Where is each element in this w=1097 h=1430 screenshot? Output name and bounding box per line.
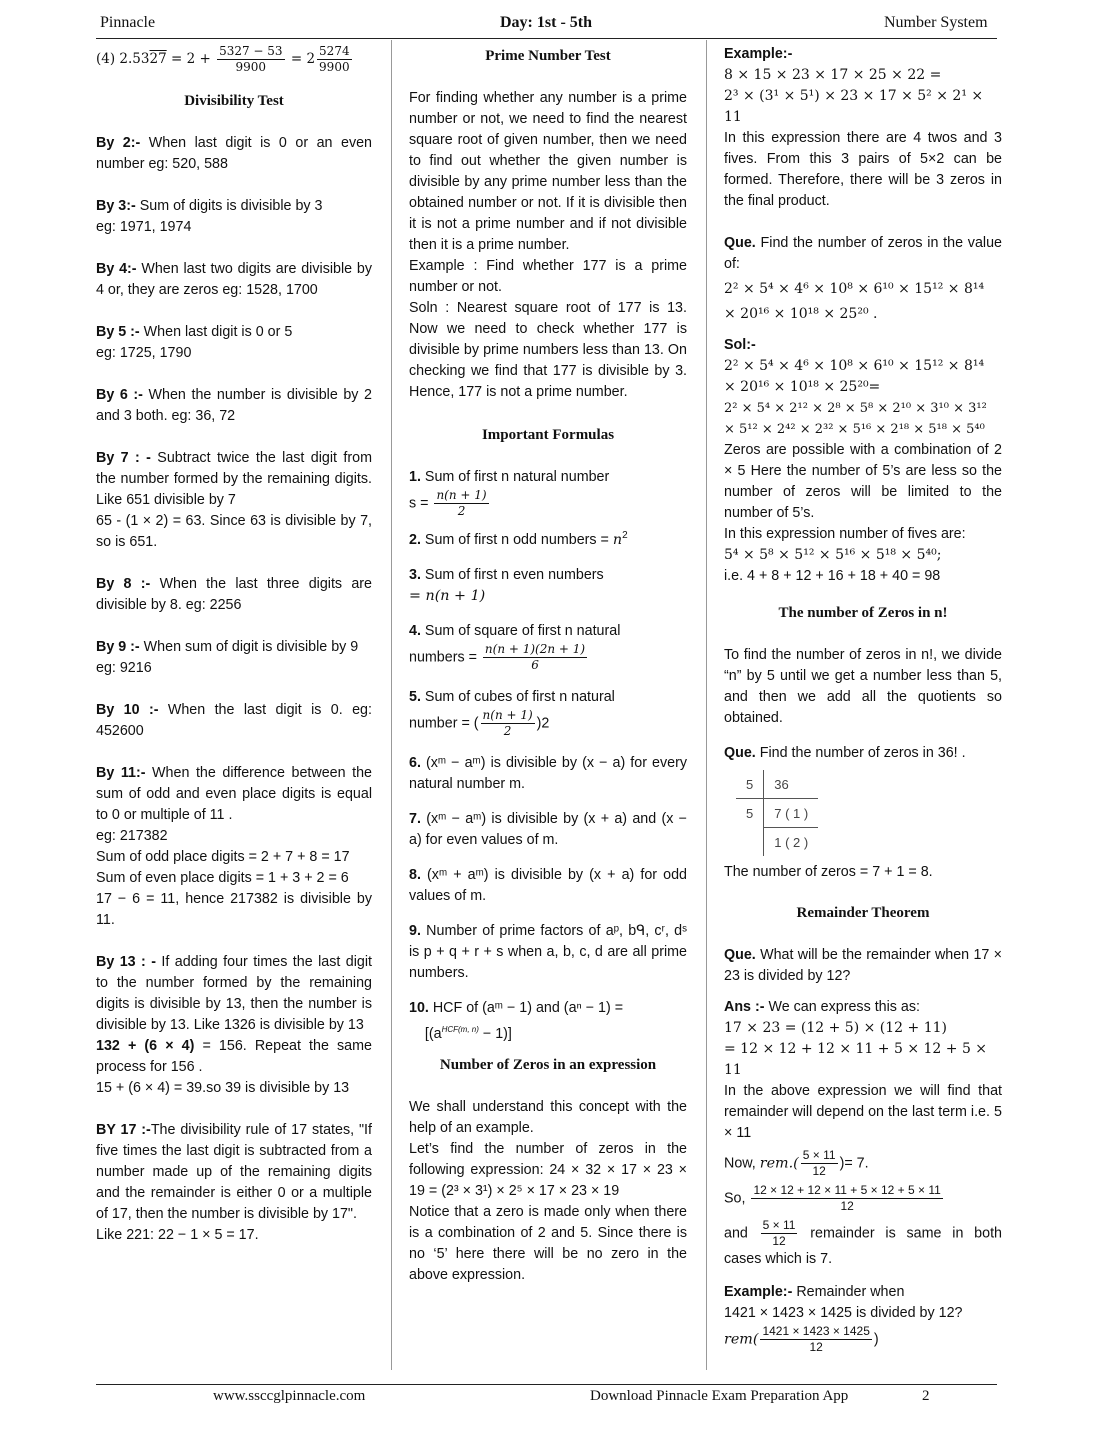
section-title-prime: Prime Number Test xyxy=(485,48,611,64)
header-left: Pinnacle xyxy=(100,14,156,31)
example-line-2: 2³ × (3¹ × 5¹) × 23 × 17 × 5² × 2¹ × 11 xyxy=(724,88,984,125)
header-center: Day: 1st - 5th xyxy=(500,14,592,31)
example-line-1: 8 × 15 × 23 × 17 × 25 × 22 = xyxy=(724,67,942,83)
table-row: 1 ( 2 ) xyxy=(736,828,818,857)
formula-5: 5. Sum of cubes of first n natural number = ( $\frac{n(n + 1)}{2}$ )2 xyxy=(409,688,615,738)
solution-line-2: × 20¹⁶ × 10¹⁸ × 25²⁰= xyxy=(724,379,881,395)
now-remainder: Now, rem.( $\frac{5 \times 11}{12}$ )= 7. xyxy=(724,1148,869,1178)
solution-line-5: 5⁴ × 5⁸ × 5¹² × 5¹⁶ × 5¹⁸ × 5⁴⁰; xyxy=(724,547,942,563)
zeros-paragraph-2: Let’s find the number of zeros in the following expression: 24 × 32 × 17 × 23 × 19 = (2³ × 3¹) × 2⁵ × 17 × 23 × 19 xyxy=(409,1140,687,1199)
question-1: Que. Find the number of zeros in the value of: xyxy=(724,235,1002,272)
zeros-paragraph-1: We shall understand this concept with the help of an example. xyxy=(409,1098,687,1136)
rule-by-11: By 11:- When the difference between the sum of odd and even place digits is equal to 0 or multiple of 11 . eg: 217382 Sum of odd place digits = 2 + 7 + 8 = 17 Sum of even place digits = 1 + 3 + 2 = 6 17 − 6 = 11, hence 217382 is divisible by 11. xyxy=(96,765,372,928)
rule-by-13: By 13 : - If adding four times the last digit to the number formed by the remaining digits is divisible by 13, then the number is divisible by 13. Like 1326 is divisible by 13 132 + (6 × 4) = 156. Repeat the same process for 156 . 15 + (6 × 4) = 39.so 39 is divisible by 13 xyxy=(96,954,372,1096)
footer-rule xyxy=(96,1384,997,1385)
section-title-remainder: Remainder Theorem xyxy=(796,905,930,921)
rule-by-5: By 5 :- When last digit is 0 or 5 eg: 1725, 1790 xyxy=(96,324,293,361)
question-1-line-2: × 20¹⁶ × 10¹⁸ × 25²⁰ . xyxy=(724,306,878,322)
example-2-rem: rem( $\frac{1421 \times 1423 \times 1425}{12}$ ) xyxy=(724,1324,879,1354)
answer-line-2: = 12 × 12 + 12 × 11 + 5 × 12 + 5 × 11 xyxy=(724,1041,988,1078)
section-title-zeros-expression: Number of Zeros in an expression xyxy=(439,1056,657,1073)
factorial-paragraph: To find the number of zeros in n!, we divide “n” by 5 until we get a number less than 5, and then we add all the quotients so obtained. xyxy=(724,647,1002,726)
header-rule xyxy=(96,38,997,39)
column-divider xyxy=(706,40,707,1370)
formula-3: 3. Sum of first n even numbers = n(n + 1) xyxy=(409,566,604,604)
rule-by-3: By 3:- Sum of digits is divisible by 3 eg: 1971, 1974 xyxy=(96,198,323,235)
rule-by-6: By 6 :- When the number is divisible by 2 and 3 both. eg: 36, 72 xyxy=(96,387,372,424)
solution-heading: Sol:- xyxy=(724,337,756,353)
column-3 xyxy=(724,44,1002,1355)
column-1 xyxy=(96,44,372,1246)
solution-line-1: 2² × 5⁴ × 4⁶ × 10⁸ × 6¹⁰ × 15¹² × 8¹⁴ xyxy=(724,358,985,374)
rule-by-7: By 7 : - Subtract twice the last digit from the number formed by the remaining digits. Like 651 divisible by 7 65 - (1 × 2) = 63. Since 63 is divisible by 7, so is 651. xyxy=(96,450,373,550)
header-right: Number System xyxy=(884,14,988,31)
rule-by-9: By 9 :- When sum of digit is divisible by 9 eg: 9216 xyxy=(96,639,359,676)
rule-by-2: By 2:- When last digit is 0 or an even number eg: 520, 588 xyxy=(96,135,372,172)
page-number: 2 xyxy=(922,1388,930,1404)
example-paragraph: In this expression there are 4 twos and 3 fives. From this 3 pairs of 5×2 can be formed. Therefore, there will be 3 zeros in the final product. xyxy=(724,130,1002,209)
formula-7: 7. (xᵐ − aᵐ) is divisible by (x + a) and (x − a) for even values of m. xyxy=(409,810,687,848)
solution-paragraph-2: In this expression number of fives are: xyxy=(724,526,966,542)
example-2: Example:- Remainder when xyxy=(724,1284,905,1300)
solution-line-6: i.e. 4 + 8 + 12 + 16 + 18 + 40 = 98 xyxy=(724,568,941,584)
rule-by-8: By 8 :- When the last three digits are divisible by 8. eg: 2256 xyxy=(96,576,372,613)
question-2: Que. Find the number of zeros in 36! . xyxy=(724,745,966,761)
rule-by-4: By 4:- When last two digits are divisible by 4 or, they are zeros eg: 1528, 1700 xyxy=(96,261,372,298)
column-divider xyxy=(391,40,392,1370)
table-row: 5 36 xyxy=(736,770,818,799)
question-1-line-1: 2² × 5⁴ × 4⁶ × 10⁸ × 6¹⁰ × 15¹² × 8¹⁴ xyxy=(724,281,985,297)
solution-paragraph: Zeros are possible with a combination of 2 × 5 Here the number of 5’s are less so the number of zeros will be limited to the number of 5’s. xyxy=(724,442,1002,521)
answer-paragraph: In the above expression we will find that remainder will depend on the last term i.e. 5 × 11 xyxy=(724,1083,1002,1141)
so-expression: So, $\frac{12 \times 12 + 12 \times 11 + 5 \times 12 + 5 \times 11}{12}$ xyxy=(724,1183,941,1213)
column-2 xyxy=(409,44,687,1286)
section-title-divisibility: Divisibility Test xyxy=(184,93,284,109)
footer-app-promo: Download Pinnacle Exam Preparation App xyxy=(590,1388,849,1404)
example-2-line-2: 1421 × 1423 × 1425 is divided by 12? xyxy=(724,1305,963,1321)
zeros-paragraph-3: Notice that a zero is made only when there is a combination of 2 and 5. Since there is no ‘5’ here there will be no zero in the above expression. xyxy=(409,1203,687,1283)
example-heading: Example:- xyxy=(724,46,793,62)
prime-solution: Soln : Nearest square root of 177 is 13. Now we need to check whether 177 is divisible by prime numbers less than 13. On checking we find that 177 is divisible by 3. Hence, 177 is not a prime number. xyxy=(409,300,687,400)
formula-6: 6. (xᵐ − aᵐ) is divisible by (x − a) for every natural number m. xyxy=(409,754,687,792)
answer: Ans :- We can express this as: xyxy=(724,999,920,1015)
section-title-zeros-factorial: The number of Zeros in n! xyxy=(778,605,948,621)
rule-by-10: By 10 :- When the last digit is 0. eg: 452600 xyxy=(96,702,372,739)
zeros-result: The number of zeros = 7 + 1 = 8. xyxy=(724,864,933,880)
formula-8: 8. (xᵐ + aᵐ) is divisible by (x + a) for odd values of m. xyxy=(409,866,687,904)
prime-paragraph: For finding whether any number is a prime number or not, we need to find the nearest square root of given number, then we need to find out whether the given number is divisible by any prime number less than the obtained number or not. If it is divisible then it is not a prime number and if not divisible then it is a prime number. xyxy=(409,90,687,253)
formula-10: 10. HCF of (aᵐ − 1) and (aⁿ − 1) = $[(a^{HCF(m, n)} - 1)]$ xyxy=(409,999,624,1042)
solution-line-3: 2² × 5⁴ × 2¹² × 2⁸ × 5⁸ × 2¹⁰ × 3¹⁰ × 3¹² xyxy=(724,401,987,416)
formula-2: 2. Sum of first n odd numbers = $n^2$ xyxy=(409,530,628,548)
section-title-formulas: Important Formulas xyxy=(481,427,615,443)
footer-website[interactable]: www.ssccglpinnacle.com xyxy=(213,1388,366,1404)
and-expression: and $\frac{5 \times 11}{12}$ remainder is same in both cases which is 7. xyxy=(724,1218,1003,1267)
table-row: 5 7 ( 1 ) xyxy=(736,799,818,828)
question-3: Que. What will be the remainder when 17 × 23 is divided by 12? xyxy=(724,947,1002,984)
solution-line-4: × 5¹² × 2⁴² × 2³² × 5¹⁶ × 2¹⁸ × 5¹⁸ × 5⁴⁰ xyxy=(724,422,985,437)
formula-9: 9. Number of prime factors of aᵖ, bᑫ, cʳ, dˢ is p + q + r + s when a, b, c, d are all prime numbers. xyxy=(409,922,687,981)
division-table xyxy=(736,770,818,856)
formula-1: 1. Sum of first n natural number s = $\frac{n(n + 1)}{2}$ xyxy=(409,469,610,518)
prime-example: Example : Find whether 177 is a prime number or not. xyxy=(409,258,687,295)
rule-by-17: BY 17 :-The divisibility rule of 17 states, "If five times the last digit is subtracted from a number made up of the remaining digits and the remainder is either 0 or a multiple of 17, then the number is divisible by 17". Like 221: 22 − 1 × 5 = 17. xyxy=(96,1122,372,1243)
answer-line-1: 17 × 23 = (12 + 5) × (12 + 11) xyxy=(724,1020,947,1036)
formula-4: 4. Sum of square of first n natural numbers = $\frac{n(n + 1)(2n + 1)}{6}$ xyxy=(409,622,621,672)
recurring-decimal-example: (4) 2.5327 = 2 + $\frac{5327 - 53}{9900}$ = 2 $\frac{5274}{9900}$ xyxy=(96,44,350,74)
